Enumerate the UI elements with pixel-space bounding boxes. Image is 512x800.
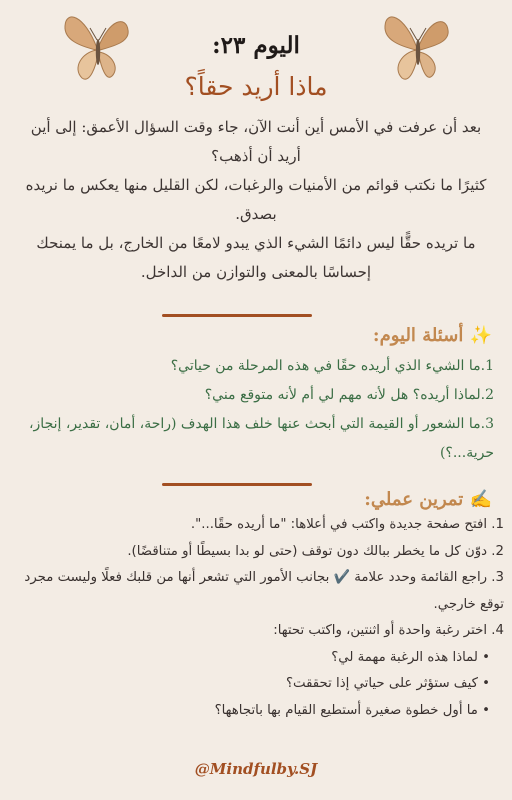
page-title: ماذا أريد حقاً؟	[184, 72, 328, 101]
divider	[162, 483, 312, 486]
exercise-step: 3. راجع القائمة وحدد علامة ✔️ بجانب الأمور التي تشعر أنها من قلبك فعلًا وليست مجرد توقع خارجي.	[24, 570, 504, 612]
exercise-list	[8, 512, 504, 724]
exercise-sub-item: • كيف ستؤثر على حياتي إذا تحققت؟	[285, 676, 490, 691]
exercise-step: 1. افتح صفحة جديدة واكتب في أعلاها: "ما أريده حقًا...".	[190, 517, 504, 532]
questions-heading: ✨ أسئلة اليوم:	[372, 325, 492, 346]
question-item: 2.لماذا أريده؟ هل لأنه مهم لي أم لأنه متوقع مني؟	[204, 387, 494, 403]
intro-paragraph: كثيرًا ما نكتب قوائم من الأمنيات والرغبات، لكن القليل منها يعكس ما نريده بصدق.	[25, 176, 487, 223]
exercise-sub-item: • لماذا هذه الرغبة مهمة لي؟	[331, 649, 490, 665]
exercise-heading: ✍️ تمرين عملي:	[364, 489, 492, 510]
exercise-step: 2. دوّن كل ما يخطر ببالك دون توقف (حتى لو بدا بسيطًا أو متناقضًا).	[127, 543, 504, 559]
intro-paragraph: ما تريده حقًّا ليس دائمًا الشيء الذي يبدو لامعًا من الخارج، بل ما يمنحك إحساسًا بالمعنى والتوازن من الداخل.	[36, 234, 476, 281]
exercise-sub-item: • ما أول خطوة صغيرة أستطيع القيام بها باتجاهها؟	[214, 702, 490, 718]
intro-paragraph: بعد أن عرفت في الأمس أين أنت الآن، جاء وقت السؤال الأعمق: إلى أين أريد أن أذهب؟	[30, 118, 482, 165]
question-item: 1.ما الشيء الذي أريده حقًا في هذه المرحلة من حياتي؟	[170, 358, 494, 374]
question-item: 3.ما الشعور أو القيمة التي أبحث عنها خلف هذا الهدف (راحة، أمان، تقدير، إنجاز، حرية...؟)	[29, 416, 494, 461]
day-title: اليوم ٢٣:	[212, 32, 300, 59]
exercise-step: 4. اختر رغبة واحدة أو اثنتين، واكتب تحتها:	[273, 623, 504, 638]
intro-text	[18, 113, 494, 287]
questions-list	[14, 352, 494, 468]
divider	[162, 314, 312, 317]
author-handle: @Mindfulby.SJ	[194, 760, 318, 778]
